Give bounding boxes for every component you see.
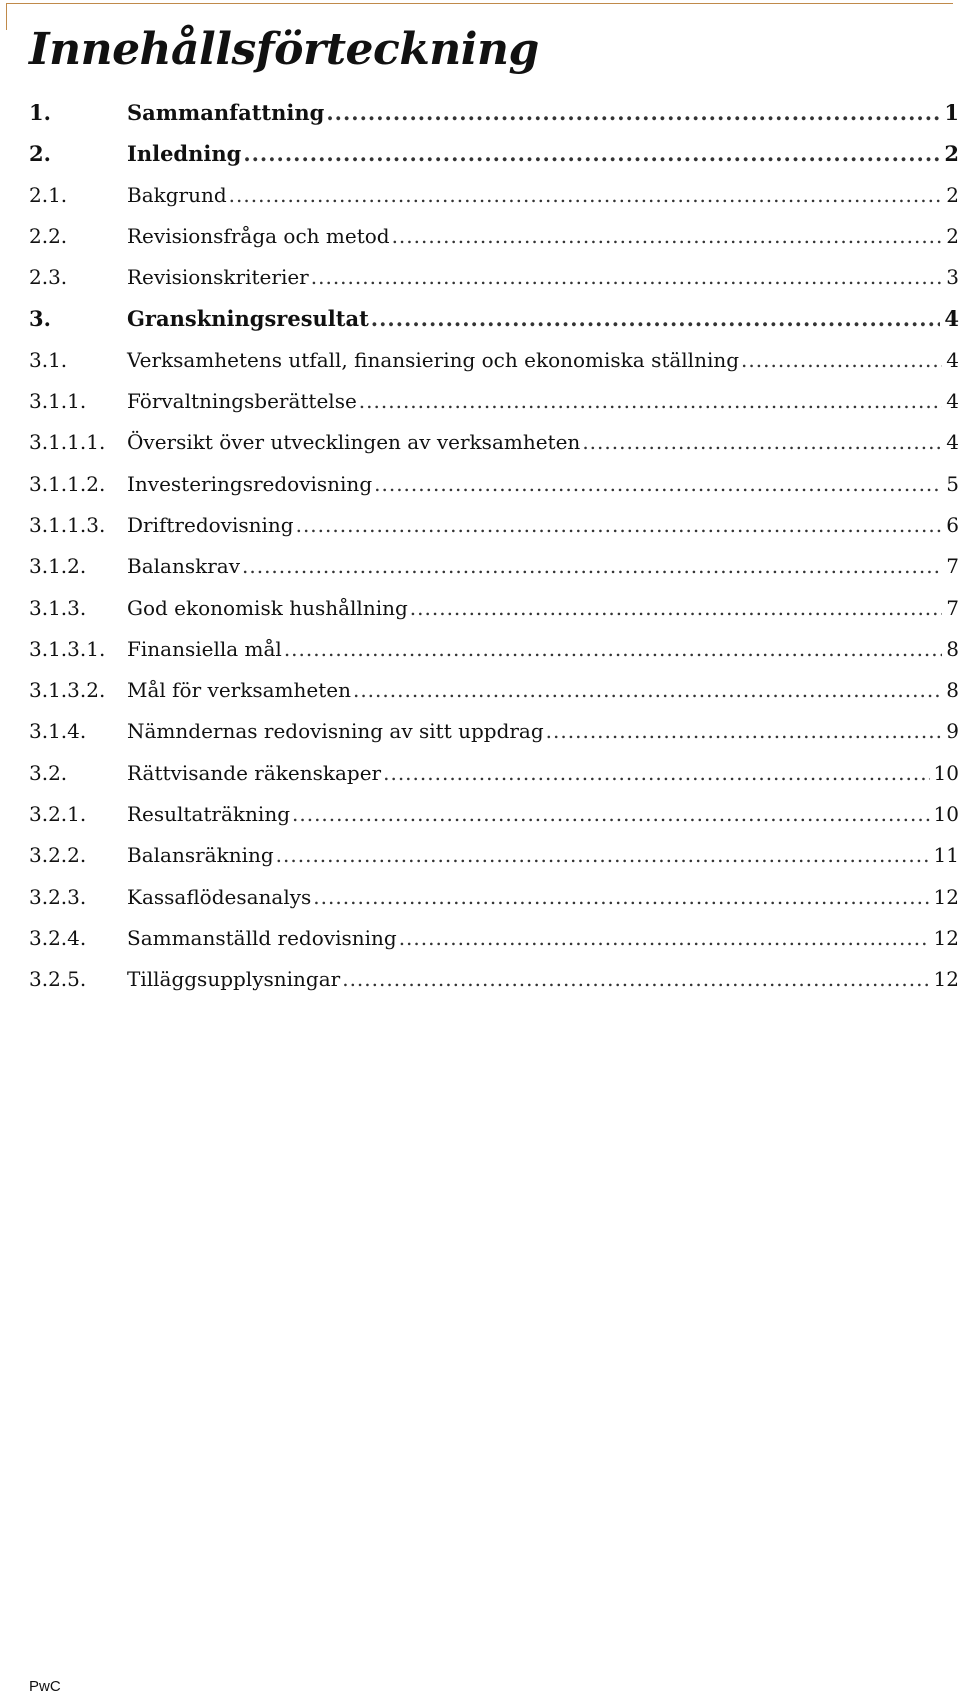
toc-entry-page-number: 4 [946, 389, 959, 414]
toc-entry-page-number: 8 [946, 636, 959, 661]
toc-entry-label: Kassaflödesanalys [127, 884, 312, 909]
toc-entry-number: 3.1.4. [29, 719, 87, 744]
toc-entry-label: Granskningsresultat [127, 306, 369, 332]
toc-entry-number: 3.1.3.1. [29, 636, 106, 661]
toc-dot-leader [374, 472, 942, 496]
toc-entry-number: 3.2.2. [29, 843, 87, 868]
toc-entry-page-number: 1 [944, 100, 959, 125]
toc-dot-leader [292, 802, 930, 826]
toc-dot-leader [296, 513, 943, 537]
toc-entry[interactable] [29, 885, 959, 926]
toc-entry-number: 3.2. [29, 760, 68, 785]
toc-entry-page-number: 4 [944, 306, 959, 332]
toc-dot-leader [546, 719, 943, 743]
toc-entry-label: Rättvisande räkenskaper [127, 760, 382, 785]
toc-entry-page-number: 10 [933, 802, 959, 827]
toc-entry-page-number: 8 [946, 678, 959, 703]
toc-entry-number: 2.1. [29, 182, 68, 207]
toc-entry-number: 2.3. [29, 265, 68, 290]
toc-entry-page-number: 6 [946, 512, 959, 537]
toc-entry-page-number: 12 [933, 967, 959, 992]
toc-entry-label: God ekonomisk hushållning [127, 595, 408, 620]
toc-dot-leader [392, 224, 943, 248]
toc-entry-number: 3.2.4. [29, 925, 87, 950]
toc-entry[interactable] [29, 637, 959, 678]
toc-entry-number: 3. [29, 306, 51, 332]
toc-entry[interactable] [29, 761, 959, 802]
toc-entry-page-number: 4 [946, 430, 959, 455]
toc-dot-leader [284, 637, 942, 661]
table-of-contents [29, 100, 959, 1009]
toc-entry-label: Revisionsfråga och metod [127, 223, 390, 248]
toc-dot-leader [410, 596, 942, 620]
toc-entry-label: Investeringsredovisning [127, 471, 373, 496]
toc-entry-label: Inledning [127, 141, 242, 167]
toc-entry-page-number: 2 [946, 223, 959, 248]
toc-dot-leader [313, 885, 929, 909]
toc-entry[interactable] [29, 678, 959, 719]
toc-entry-page-number: 10 [933, 760, 959, 785]
toc-entry[interactable] [29, 596, 959, 637]
toc-entry-number: 3.2.3. [29, 884, 87, 909]
toc-entry-label: Resultaträkning [127, 802, 290, 827]
toc-entry[interactable] [29, 430, 959, 471]
toc-entry-number: 3.1.2. [29, 554, 87, 579]
toc-entry-number: 3.1.3. [29, 595, 87, 620]
toc-entry[interactable] [29, 141, 959, 182]
toc-entry-label: Tilläggsupplysningar [127, 967, 341, 992]
toc-entry[interactable] [29, 306, 959, 347]
toc-entry-page-number: 4 [946, 347, 959, 372]
toc-entry[interactable] [29, 348, 959, 389]
toc-entry[interactable] [29, 967, 959, 1008]
toc-entry-number: 3.1. [29, 347, 68, 372]
toc-dot-leader [242, 554, 942, 578]
toc-entry-number: 3.1.3.2. [29, 678, 106, 703]
page-corner-line [6, 3, 953, 4]
toc-entry-label: Mål för verksamheten [127, 678, 351, 703]
toc-entry-label: Finansiella mål [127, 636, 282, 661]
toc-dot-leader [582, 430, 942, 454]
toc-entry-number: 1. [29, 100, 51, 125]
toc-entry[interactable] [29, 100, 959, 141]
toc-entry-number: 3.2.1. [29, 802, 87, 827]
toc-entry[interactable] [29, 265, 959, 306]
toc-entry[interactable] [29, 389, 959, 430]
toc-entry-label: Översikt över utvecklingen av verksamheten [127, 430, 581, 455]
toc-entry-page-number: 9 [946, 719, 959, 744]
toc-entry-number: 3.1.1. [29, 389, 87, 414]
toc-entry-label: Nämndernas redovisning av sitt uppdrag [127, 719, 544, 744]
toc-entry-number: 3.1.1.1. [29, 430, 106, 455]
toc-dot-leader [741, 348, 942, 372]
toc-entry-page-number: 2 [946, 182, 959, 207]
toc-entry-label: Sammanfattning [127, 100, 325, 125]
toc-entry-label: Bakgrund [127, 182, 227, 207]
toc-dot-leader [229, 183, 943, 207]
toc-entry[interactable] [29, 719, 959, 760]
toc-entry-page-number: 12 [933, 884, 959, 909]
toc-entry-label: Balansräkning [127, 843, 274, 868]
toc-entry[interactable] [29, 554, 959, 595]
toc-dot-leader [243, 141, 940, 166]
toc-dot-leader [399, 926, 930, 950]
toc-entry[interactable] [29, 472, 959, 513]
footer-brand: PwC [29, 1678, 61, 1695]
toc-entry[interactable] [29, 802, 959, 843]
toc-entry-page-number: 2 [944, 141, 959, 167]
toc-entry[interactable] [29, 183, 959, 224]
toc-entry-number: 3.1.1.3. [29, 512, 106, 537]
toc-entry[interactable] [29, 926, 959, 967]
page-corner-tick [6, 3, 7, 30]
toc-dot-leader [353, 678, 942, 702]
toc-dot-leader [326, 100, 940, 125]
toc-dot-leader [359, 389, 942, 413]
toc-entry-label: Revisionskriterier [127, 265, 309, 290]
toc-entry[interactable] [29, 224, 959, 265]
page-title: Innehållsförteckning [29, 24, 539, 75]
toc-dot-leader [371, 306, 941, 331]
toc-entry-number: 3.1.1.2. [29, 471, 106, 496]
toc-entry-number: 2. [29, 141, 51, 167]
toc-entry-page-number: 5 [946, 471, 959, 496]
toc-entry-label: Balanskrav [127, 554, 240, 579]
toc-dot-leader [383, 761, 929, 785]
toc-entry-number: 3.2.5. [29, 967, 87, 992]
toc-entry[interactable] [29, 513, 959, 554]
toc-entry-page-number: 11 [933, 843, 959, 868]
toc-entry-page-number: 7 [946, 595, 959, 620]
toc-entry-page-number: 12 [933, 925, 959, 950]
toc-entry-label: Förvaltningsberättelse [127, 389, 357, 414]
toc-entry-label: Sammanställd redovisning [127, 925, 397, 950]
toc-entry[interactable] [29, 843, 959, 884]
toc-dot-leader [311, 265, 943, 289]
toc-dot-leader [276, 843, 930, 867]
toc-dot-leader [342, 967, 929, 991]
toc-entry-label: Driftredovisning [127, 512, 294, 537]
toc-entry-label: Verksamhetens utfall, finansiering och ekonomiska ställning [127, 347, 740, 372]
toc-entry-page-number: 7 [946, 554, 959, 579]
toc-entry-number: 2.2. [29, 223, 68, 248]
toc-entry-page-number: 3 [946, 265, 959, 290]
